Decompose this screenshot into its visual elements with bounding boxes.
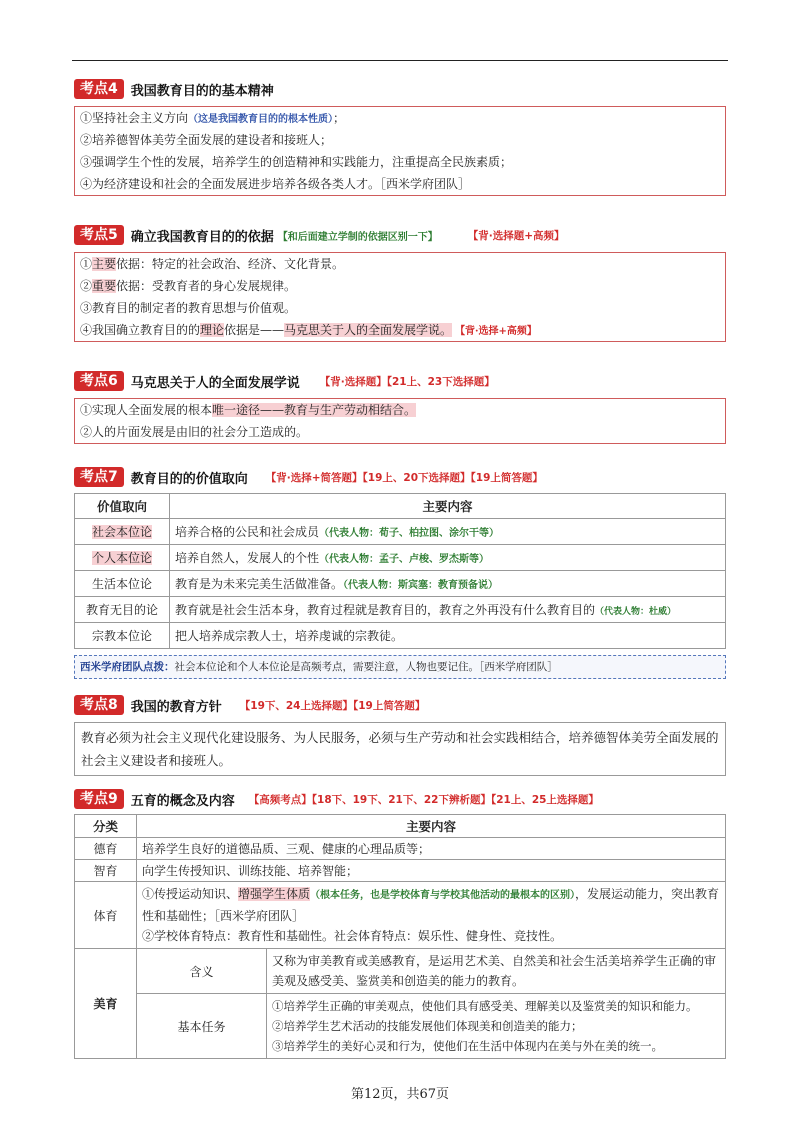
row-name: 德育 [75, 838, 137, 860]
five-education-table [74, 814, 726, 1059]
sub-row-name: 基本任务 [137, 994, 267, 1059]
table-row [75, 571, 726, 597]
list-item: ②培养德智体美劳全面发展的建设者和接班人； [80, 133, 333, 147]
row-name: 智育 [75, 860, 137, 882]
row-name: 宗教本位论 [75, 623, 170, 649]
table-row [75, 623, 726, 649]
table-row [75, 545, 726, 571]
row-name: 美育 [75, 949, 137, 1059]
table-row [75, 882, 726, 949]
page-number: 第12页，共67页 [350, 1087, 450, 1102]
section-title: 五育的概念及内容 [130, 793, 235, 809]
row-content: 培养学生良好的道德品质、三观、健康的心理品质等； [137, 838, 726, 860]
section-tag: 考点4 [74, 79, 124, 99]
table-header: 分类 [75, 815, 137, 838]
row-content: ①传授运动知识、增强学生体质（根本任务，也是学校体育与学校其他活动的最根本的区别），发展运动能力，突出教育性和基础性；［西米学府团队］ ②学校体育特点：教育性和基础性。社会体育特点：娱乐性、健身性、竞技性。 [137, 882, 726, 949]
tip-label: 西米学府团队点拨： [80, 661, 175, 673]
section-header [74, 694, 726, 716]
table-row [75, 860, 726, 882]
content-box [74, 106, 726, 196]
section-5 [74, 224, 726, 342]
table-row [75, 994, 726, 1059]
table-header: 主要内容 [170, 494, 726, 519]
list-item: ③强调学生个性的发展，培养学生的创造精神和实践能力，注重提高全民族素质； [80, 155, 513, 169]
list-item: ③教育目的制定者的教育思想与价值观。 [80, 301, 297, 315]
row-name: 社会本位论 [91, 525, 152, 539]
section-note: 【背·选择题】【21上、23下选择题】 [319, 375, 495, 388]
header-rule [72, 60, 728, 61]
content-box [74, 252, 726, 342]
value-orientation-table [74, 493, 726, 649]
row-content: 向学生传授知识、训练技能、培养智能； [137, 860, 726, 882]
section-tag: 考点9 [74, 789, 124, 809]
section-title: 我国的教育方针 [130, 699, 222, 715]
row-content: 教育是为未来完美生活做准备。（代表人物：斯宾塞：教育预备说） [170, 571, 726, 597]
section-8 [74, 694, 726, 776]
section-tag: 考点6 [74, 371, 124, 391]
list-item: ④为经济建设和社会的全面发展进步培养各级各类人才。［西米学府团队］ [80, 177, 471, 191]
section-header [74, 466, 726, 488]
row-name: 教育无目的论 [75, 597, 170, 623]
section-header [74, 370, 726, 392]
table-row [75, 519, 726, 545]
row-content: 培养合格的公民和社会成员（代表人物：荀子、柏拉图、涂尔干等） [170, 519, 726, 545]
row-content: ①培养学生正确的审美观点，使他们具有感受美、理解美以及鉴赏美的知识和能力。 ②培养学生艺术活动的技能发展他们体现美和创造美的能力； ③培养学生的美好心灵和行为，使他们在生活中体现内在美与外在美的统一。 [267, 994, 726, 1059]
sub-row-name: 含义 [137, 949, 267, 994]
row-name: 个人本位论 [91, 551, 152, 565]
section-note: 【背·选择题+高频】 [467, 229, 565, 242]
row-content: 把人培养成宗教人士，培养虔诚的宗教徒。 [170, 623, 726, 649]
table-row [75, 838, 726, 860]
section-note: 【背·选择+简答题】【19上、20下选择题】【19上简答题】 [265, 471, 543, 484]
row-content: 培养自然人，发展人的个性（代表人物：孟子、卢梭、罗杰斯等） [170, 545, 726, 571]
section-7 [74, 466, 726, 679]
section-tag: 考点5 [74, 225, 124, 245]
section-header [74, 78, 726, 100]
row-content: 又称为审美教育或美感教育，是运用艺术美、自然美和社会生活美培养学生正确的审美观及感受美、鉴赏美和创造美的能力的教育。 [267, 949, 726, 994]
section-tag: 考点7 [74, 467, 124, 487]
list-item: ②重要依据：受教育者的身心发展规律。 [80, 279, 297, 293]
section-4 [74, 78, 726, 196]
section-title: 教育目的的价值取向 [130, 471, 248, 487]
section-note: 【高频考点】【18下、19下、21下、22下辨析题】【21上、25上选择题】 [248, 793, 599, 806]
section-header [74, 788, 726, 810]
section-header [74, 224, 726, 246]
table-row [75, 597, 726, 623]
row-name: 体育 [75, 882, 137, 949]
list-item: ①坚持社会主义方向（这是我国教育目的的根本性质）； [80, 111, 346, 125]
section-tag: 考点8 [74, 695, 124, 715]
tip-box [74, 655, 726, 679]
list-item: ①主要依据：特定的社会政治、经济、文化背景。 [80, 257, 345, 271]
table-row [75, 949, 726, 994]
table-header: 主要内容 [137, 815, 726, 838]
section-9 [74, 788, 726, 1059]
list-item: ②人的片面发展是由旧的社会分工造成的。 [80, 425, 309, 439]
section-note: 【和后面建立学制的依据区别一下】 [277, 231, 438, 243]
row-name: 生活本位论 [75, 571, 170, 597]
content-box [74, 398, 726, 444]
tip-text: 社会本位论和个人本位论是高频考点，需要注意，人物也要记住。［西米学府团队］ [174, 661, 558, 673]
section-title: 确立我国教育目的的依据 [130, 229, 274, 245]
content-box: 教育必须为社会主义现代化建设服务、为人民服务，必须与生产劳动和社会实践相结合，培养德智体美劳全面发展的社会主义建设者和接班人。 [74, 722, 726, 776]
section-note: 【19下、24上选择题】【19上简答题】 [239, 699, 426, 712]
list-item: ④我国确立教育目的的理论依据是——马克思关于人的全面发展学说。 【背·选择+高频】 [80, 323, 537, 337]
list-item: ①实现人全面发展的根本唯一途径——教育与生产劳动相结合。 [80, 403, 417, 417]
section-title: 我国教育目的的基本精神 [130, 83, 274, 99]
row-content: 教育就是社会生活本身，教育过程就是教育目的，教育之外再没有什么教育目的（代表人物：杜威） [170, 597, 726, 623]
section-title: 马克思关于人的全面发展学说 [130, 375, 300, 391]
section-6 [74, 370, 726, 444]
table-header: 价值取向 [75, 494, 170, 519]
